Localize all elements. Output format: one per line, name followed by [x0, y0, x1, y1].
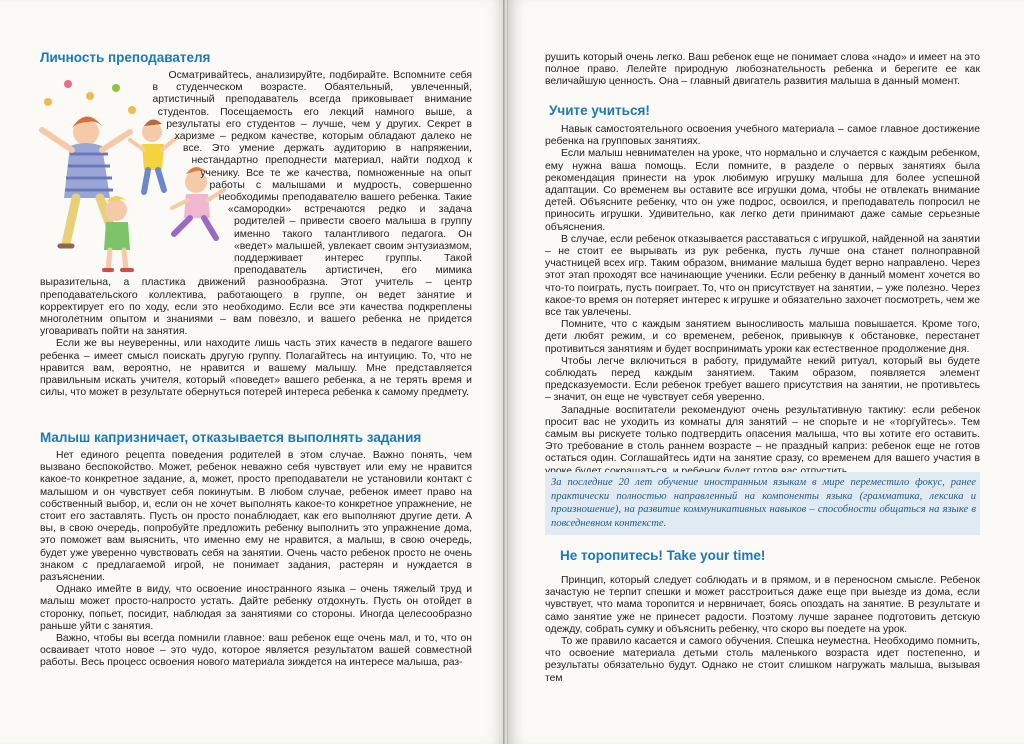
paragraph: В случае, если ребенок отказывается расставаться с игрушкой, найденной на занятии – не стоит ее вырывать из рук ребенка, пусть лучше она станет полноправной участницей всех игр. Таким образом, внимание малыша будет верно направлено. Через этот этап проходят все начинающие ученики. Если ребенку в данный момент хочется во что-то поиграть, пусть поиграет. То, что он присутствует на занятии, – уже полезно. Через какое-то время он потеряет интерес к игрушке и обязательно захочет посмотреть, чем же все так увлечены. — [545, 233, 980, 319]
paragraph: Нет единого рецепта поведения родителей в этом случае. Важно понять, чем вызвано беспокойство. Может, ребенок неважно себя чувствует или ему не нравится какое-то конкретное задание, а, может, просто преподаватели не установили контакт с малышом и он чувствует себя покинутым. В любом случае, ребенок имеет право на собственный выбор, и, если он не хочет выполнять какое-то конкретное упражнение, не стоит его заставлять. Пусть он просто понаблюдает, как его выполняют другие дети. А вы, в свою очередь, попробуйте предложить ребенку выполнить это упражнение дома, это поможет вам выяснить, что именно ему не нравится, а малыш, в свою очередь, будет уже уверенно чувствовать себя на занятии. Очень часто ребенок просто не очень знаком с предлагаемой игрой, не понимает задания, растерян и нуждается в разъяснении. — [40, 450, 472, 584]
section-teach-to-learn — [545, 124, 980, 478]
paragraph: Однако имейте в виду, что освоение иностранного языка – очень тяжелый труд и малыш может просто-напросто устать. Дайте ребенку отдохнуть. Пусть он отойдет в сторонку, попьет, посидит, наблюдая за занятиями со стороны. Иногда целесообразно раньше уйти с занятия. — [40, 584, 472, 632]
paragraph: рушить который очень легко. Ваш ребенок еще не понимает слова «надо» и имеет на это полное право. Лелейте природную любознательность ребенка и берегите ее как величайшую ценность. Она – главный двигатель развития малыша в данный момент. — [545, 52, 980, 88]
heading-child-capricious: Малыш капризничает, отказывается выполнять задания — [40, 430, 422, 445]
highlighted-quote: За последние 20 лет обучение иностранным языкам в мире переместило фокус, ранее практически полностью направленный на компоненты языка (грамматика, лексика и произношение), на развитие коммуникативных навыков – способности общаться на языке в повседневном контексте. — [545, 472, 980, 535]
heading-teacher-personality: Личность преподавателя — [40, 50, 211, 65]
paragraph: Если же вы неуверенны, или находите лишь часть этих качеств в педагоге вашего ребенка – имеет смысл поискать другую группу. Полагайтесь на интуицию. То, что не нравится вам, вероятно, не нравится и вашему малышу. Мне представляется правильным искать учителя, который «поведет» вашего ребенка, а не терять время и силы, что может в результате обернуться потерей интереса ребенка к самому предмету. — [40, 338, 472, 399]
section-take-your-time — [545, 575, 980, 685]
paragraph: Западные воспитатели рекомендуют очень результативную тактику: если ребенок просит вас не уходить из комнаты для занятий – не спорьте и не «торгуйтесь». Тем самым вы рискуете только подтвердить опасения малыша, что вы хотите его оставить. Это требование в столь раннем возрасте – не праздный каприз: ребенок еще не готов остаться один. Соглашайтесь идти на занятие сразу, со временем для вашего участия в — [545, 404, 980, 465]
paragraph: Чтобы легче включиться в работу, придумайте некий ритуал, который вы будете соблюдать перед каждым занятием. Таким образом, появляется элемент предсказуемости. Если ребенок требует вашего присутствия на занятии, не противьтесь – значит, он еще не чувствует себя уверенно. — [545, 355, 980, 404]
paragraph: Важно, чтобы вы всегда помнили главное: ваш ребенок еще очень мал, и то, что он осваивает чтото новое – это чудо, которое является результатом вашей совместной работы. Весь процесс освоения нового материала зиждется на интересе малыша, раз- — [40, 633, 472, 669]
paragraph: Навык самостоятельного освоения учебного материала – самое главное достижение ребенка на групповых занятиях. — [545, 124, 980, 148]
left-page — [0, 0, 505, 744]
heading-teach-to-learn: Учите учиться! — [549, 103, 650, 118]
continued-paragraph — [545, 52, 980, 89]
section-child-capricious — [40, 450, 472, 670]
section-teacher-personality — [40, 70, 472, 399]
paragraph: То же правило касается и самого обучения. Спешка неуместна. Необходимо помнить, что освоение материала детьми столь маленького возраста идет постепенно, и результаты обязательно будут. Однако не стоит слишком нагружать малыша, вызывая тем — [545, 636, 980, 684]
paragraph: Осматривайтесь, анализируйте, подбирайте. Вспомните себя в студенческом возрасте. Обаятельный, увлеченный, артистичный преподаватель всегда приковывает внимание студентов. Посещаемость его лекций намного выше, а результаты его студентов – лучше, чем у других. Секрет в харизме – редком качестве, которым обладают далеко не все. Это умение держать аудиторию в напряжении, нестандартно преподнести материал, найти подход к ученику. Все те же качества, помноженные на опыт работы с малышами и мудрость, совершенно необходимы преподавателю вашего ребенка. Такие «самородки» встречаются редко и задача родителей – привести своего малыша в группу именно такого талантливого педагога. Он «ведет» малышей, увлекает своим энтузиазмом, поддерживает интерес группы. Такой преподаватель артистичен, его мимика выразительна, а пластика движений разнообразна. Этот учитель – центр преподавательского коллектива, работающего в группе, он ведет занятие и корректирует его по ходу, если это необходимо. Если все эти качества подкреплены многолетним опытом и знаниями – вам повезло, и вашего ребенка не придется уговаривать пойти на занятия. — [40, 70, 472, 338]
paragraph: Принцип, который следует соблюдать и в прямом, и в переносном смысле. Ребенок зачастую не терпит спешки и может расстроиться даже еще при выезде из дома, если чувствует, что мама торопится и нервничает, боясь опоздать на занятие. В результате и само занятие уже не принесет радости. Поэтому лучше заранее подготовить детскую одежду, собрать сумку и объяснить ребенку, что скоро вы поедете на урок. — [545, 575, 980, 635]
heading-take-your-time: Не торопитесь! Take your time! — [560, 548, 766, 563]
paragraph: Если малыш невнимателен на уроке, что нормально и случается с каждым ребенком, ему нужна ваша помощь. Если помните, в разделе о первых занятиях была рекомендация принести на урок любимую игрушку малыша для более успешной адаптации. Со временем вы оставите все игрушки дома, чтобы не отвлекать внимание детей. Объясните ребенку, что он уже подрос, освоился, и преподаватель попросил не приносить игрушки. Удивительно, как легко дети принимают даже самые серьезные объяснения. — [545, 148, 980, 233]
paragraph: Помните, что с каждым занятием выносливость малыша повышается. Кроме того, дети любят режим, и со временем, ребенок, привыкнув к обстановке, перестанет противиться занятиям и будет воспринимать уроки как естественное продолжение дня. — [545, 319, 980, 355]
